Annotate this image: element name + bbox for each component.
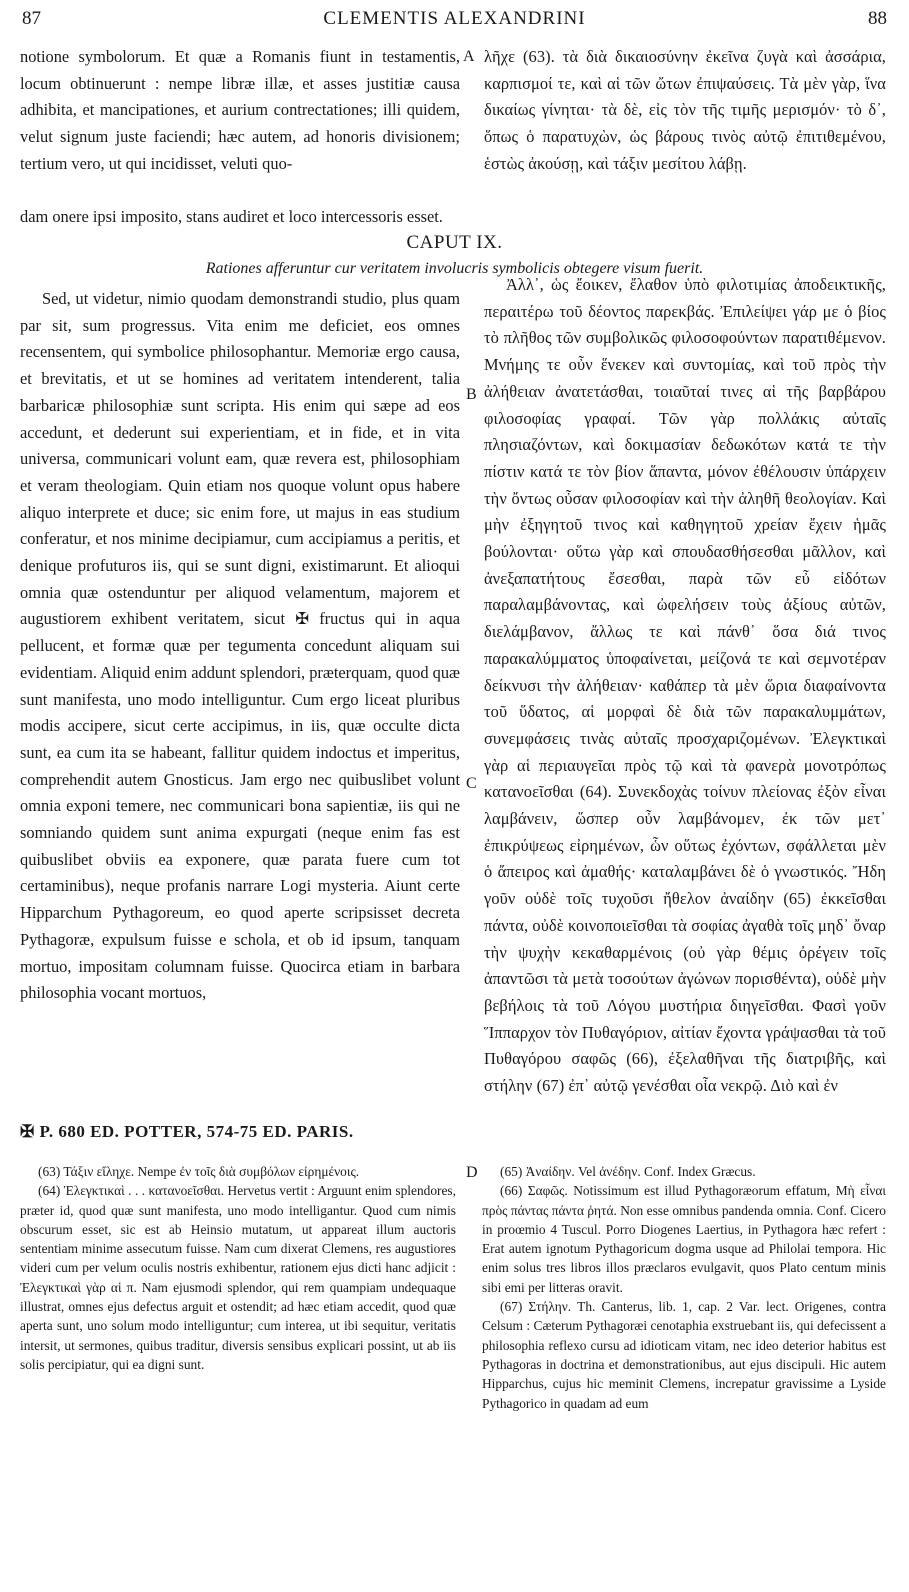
section-marker-c: C: [466, 775, 477, 792]
section-marker-d: D: [466, 1164, 478, 1181]
footnote-67: (67) Στήλην. Th. Canterus, lib. 1, cap. 2 Var. lect. Origenes, contra Celsum : Cæterum Pythagoræi cenotaphia exstruebant iis, qui defecissent a philosophia reflexo cursu ad idioticam vitam, nec ideo deterior habitus est Pythagoras in doctrina et demonstrationibus, aut ejus discipuli. Hic autem Hipparchus, cujus hic meminit Clemens, increpatur gravissime a Lyside Pythagorico in quadam ad eum: [482, 1299, 886, 1411]
footnote-63: (63) Τάξιν εἴληχε. Nempe ἐν τοῖς διὰ συμβόλων εἰρημένοις.: [38, 1164, 360, 1179]
greek-column-body: [484, 272, 886, 1100]
page-number-right: 88: [868, 8, 887, 29]
latin-body-paragraph: Sed, ut videtur, nimio quodam demonstrandi studio, plus quam par sit, sum progressus. Vita enim me deficiet, eos omnes recensentem, qui symbolice philosophantur. Memoriæ ergo causa, et brevitatis, et ut se homines ad veritatem intenderent, talia barbaricæ philosophiæ sunt scripta. His enim qui sæpe ad eos accedunt, et dederunt sui experientiam, et in fide, et in vita universa, communicari volunt eam, quæ revera est, philosophiam et veram theologiam. Quin etiam nos quoque volunt opus habere aliquo interprete et duce; sic enim fore, ut majus in eas studium conferatur, et nos minime decipiamur, cum accipiamus a peritis, et denique profuturos iis, qui se sunt digni, existimarunt. Et alioqui omnia quæ ostenduntur per aliquod velamentum, majorem et augustiorem exhibent veritatem, sicut ✠ fructus qui in aqua pellucent, et formæ quæ per tegumenta concedunt aliquam sui evidentiam. Aliquid enim addunt splendori, præterquam, quod quæ sunt manifesta, uno modo intelliguntur. Cum ergo liceat pluribus modis accipere, sicut certe accipimus, in iis, quæ occulte dicta sunt, ea cum ita se habeant, fallitur quidem indoctus et imperitus, comprehendit autem Gnosticus. Jam ergo nec quibuslibet volunt omnia exponi temere, nec communicari bona sapientiæ, iis qui ne somniando quidem sunt anima expurgati (neque enim fas est quibuslibet obviis ea exponere, quæ parata fuere cum tot certaminibus), neque profanis narrare Logi mysteria. Aiunt certe Hipparchum Pythagoreum, eo quod aperte scripsisset decreta Pythagoræ, expulsum fuisse e schola, et ob id ipsum, tanquam mortuo, impositam columnam fuisse. Quocirca etiam in barbara philosophia vocant mortuos,: [20, 289, 460, 1003]
chapter-subtitle: Rationes afferuntur cur veritatem involucris symbolicis obtegere visum fuerit.: [205, 260, 704, 277]
chapter-heading: CAPUT IX.: [406, 232, 503, 253]
latin-paragraph-tail: dam onere ipsi imposito, stans audiret et loco intercessoris esset.: [20, 207, 443, 226]
page-header: [22, 8, 887, 34]
greek-paragraph: λῆχε (63). τὰ διὰ δικαιοσύνην ἐκεῖνα ζυγὰ καὶ ἀσσάρια, καρπισμοί τε, καὶ αἱ τῶν ὤτων ἐπιψαύσεις. Τὰ μὲν γὰρ, ἵνα δικαίως γίνηται· τὰ δὲ, εἰς τὸν τῆς τιμῆς μερισμόν· τὸ δ᾽, ὅπως ὁ παρατυχὼν, ὡς βάρους τινὸς αὐτῷ ἐπιτιθεμένου, ἑστὼς ἀκούσῃ, καὶ τάξιν μεσίτου λάβῃ.: [484, 47, 886, 173]
page-number-left: 87: [22, 8, 41, 29]
running-title: CLEMENTIS ALEXANDRINI: [323, 8, 586, 29]
latin-paragraph: notione symbolorum. Et quæ a Romanis fiunt in testamentis, locum obtinuerunt : nempe libræ illæ, et asses justitiæ causa adhibita, et mancipationes, et aurium contrectationes; illi quidem, velut signum juste faciendi; hæc autem, ad honoris divisionem; tertium vero, ut qui incidisset, veluti quo-: [20, 47, 460, 173]
footnote-65: (65) Ἀναίδην. Vel ἀνέδην. Conf. Index Græcus.: [500, 1164, 756, 1179]
section-marker-b: B: [466, 386, 477, 403]
footnote-66: (66) Σαφῶς. Notissimum est illud Pythagoræorum effatum, Μὴ εἶναι πρὸς πάντας πάντα ῥητά. Non esse omnibus pandenda omnia. Conf. Cicero in proœmio 4 Tuscul. Porro Diogenes Laertius, in Pythagora hæc refert : Erat autem ignotum Pythagoricum dogma usque ad Philolai tempora. Hic enim solus tres libros illos præclaros evulgavit, quos Plato centum minis sibi emi per litteras oravit.: [482, 1183, 886, 1295]
edition-reference: ✠ P. 680 ED. POTTER, 574-75 ED. PARIS.: [20, 1122, 354, 1141]
footnotes-right: [482, 1162, 886, 1413]
latin-column-body: [20, 286, 460, 1007]
section-marker-a: A: [463, 48, 475, 65]
greek-body-paragraph: Ἀλλ᾽, ὡς ἔοικεν, ἔλαθον ὑπὸ φιλοτιμίας ἀποδεικτικῆς, περαιτέρω τοῦ δέοντος παρεκβάς. Ἐπιλείψει γάρ με ὁ βίος τὸ πλῆθος τῶν συμβολικῶς φιλοσοφούντων παρατιθέμενον. Μνήμης τε οὖν ἕνεκεν καὶ συντομίας, καὶ τοῦ πρὸς τὴν ἀλήθειαν ἀνατετάσθαι, τοιαῦταί τινες αἱ τῆς βαρβάρου φιλοσοφίας γραφαί. Τῶν γὰρ πολλάκις αὐταῖς πλησιαζόντων, καὶ δοκιμασίαν δεδωκότων κατά τε τὴν πίστιν κατά τε τὸν βίον ἅπαντα, μόνον ἐθέλουσιν ὑπάρχειν τὴν ὄντως οὖσαν φιλοσοφίαν καὶ τὴν ἀληθῆ θεολογίαν. Καὶ μὴν ἐξηγητοῦ τινος καὶ καθηγητοῦ χρείαν ἔχειν ἡμᾶς βούλονται· οὕτω γὰρ καὶ σπουδασθήσεσθαι μᾶλλον, καὶ ἀνεξαπατήτους ἔσεσθαι, παρὰ τῶν εὖ εἰδότων παραλαμβάνοντας, καὶ ὠφελήσειν τοὺς ἀξίους αὐτῶν, διελάμβανον, ἄλλως τε καὶ πάνθ᾽ ὅσα διά τινος παρακαλύμματος ὑποφαίνεται, μείζονά τε καὶ σεμνοτέραν δείκνυσι τὴν ἀλήθειαν· καθάπερ τὰ μὲν ὥρια διαφαίνοντα τοῦ ὕδατος, αἱ μορφαὶ δὲ διὰ τῶν παρακαλυμμάτων, συνεμφάσεις τινὰς αὐταῖς προσχαριζομένων. Ἐλεγκτικαὶ γὰρ αἱ περιαυγεῖαι πρὸς τῷ καὶ τὰ φανερὰ μονοτρόπως κατανοεῖσθαι (64). Συνεκδοχὰς τοίνυν πλείονας ἐξὸν εἶναι λαμβάνειν, ὥσπερ οὖν λαμβάνομεν, ἐκ τῶν μετ᾽ ἐπικρύψεως εἰρημένων, ὧν οὕτως ἐχόντων, σφάλλεται μὲν ὁ ἄπειρος καὶ ἀμαθής· καταλαμβάνει δὲ ὁ γνωστικός. Ἤδη γοῦν οὐδὲ τοῖς τυχοῦσι ἤθελον ἀναίδην (65) ἐκκεῖσθαι πάντα, οὐδὲ κοινοποιεῖσθαι τὰ σοφίας ἀγαθὰ τοῖς μηδ᾽ ὄναρ τὴν ψυχὴν κεκαθαρμένοις (οὐ γὰρ θέμις ὀρέγειν τοῖς ἀπαντῶσι τὰ μετὰ τοσούτων ἀγώνων πορισθέντα), οὐδὲ μὴν βεβήλοις τὰ τοῦ Λόγου μυστήρια διηγεῖσθαι. Φασὶ γοῦν Ἵππαρχον τὸν Πυθαγόριον, αἰτίαν ἔχοντα γράψασθαι τὰ τοῦ Πυθαγόρου σαφῶς (66), ἐξελαθῆναι τῆς διατριβῆς, καὶ στήλην (67) ἐπ᾽ αὐτῷ γενέσθαι οἷα νεκρῷ. Διὸ καὶ ἐν: [484, 275, 886, 1096]
latin-column-top: [20, 44, 460, 178]
footnotes-left: [20, 1162, 456, 1374]
footnote-64: (64) Ἐλεγκτικαὶ . . . κατανοεῖσθαι. Hervetus vertit : Arguunt enim splendores, præter id, quod quæ sunt manifesta, uno modo intelligantur. Quod cum nimis obscurum esset, sic est ab Heinsio mutatum, ut appareat illum auctoris sententiam minime assecutum fuisse. Nam cum dixerat Clemens, res augustiores videri cum per velum oculis nostris exhibentur, rationem ejus dicti hanc adjicit : Ἐλεγκτικαὶ γὰρ αἱ π. Nam ejusmodi splendor, qui rem quampiam undequaque illustrat, omnes ejus defectus arguit et ostendit; ad hæc etiam accedit, quod quæ aperta sunt, uno solum modo intelliguntur; cum interea, ut ibi sequitur, veritatis intersit, ut sermones, quibus traditur, diversis sensibus explicari possint, ut ab iis solis percipiatur, qui ea digni sunt.: [20, 1183, 456, 1372]
greek-column-top: [484, 44, 886, 178]
